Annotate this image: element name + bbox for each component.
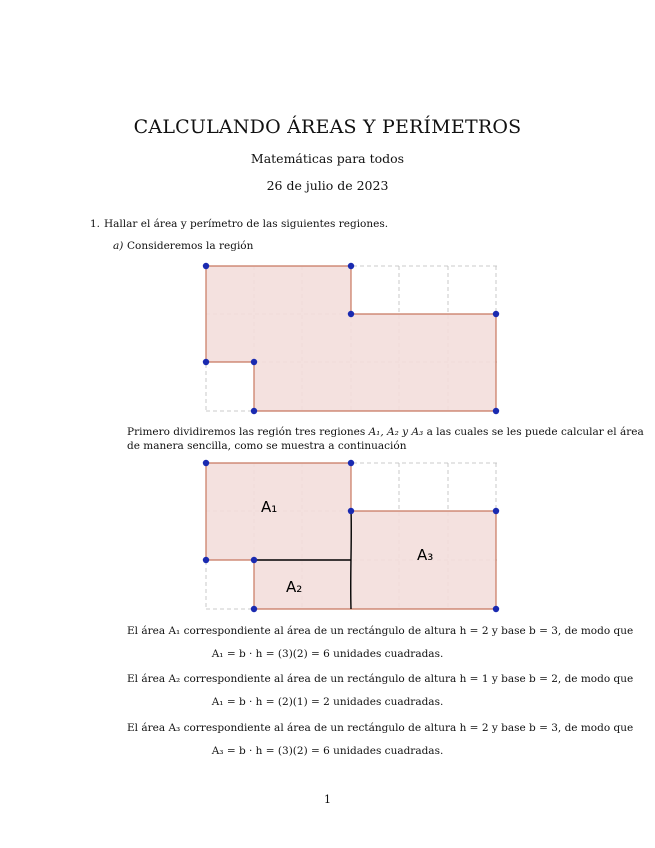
division-line1: Primero dividiremos las región tres regiones A₁, A₂ y A₃ a las cuales se les puede calcular el área: [127, 426, 644, 438]
label-a3: A₃: [417, 546, 434, 564]
page-number: 1: [324, 793, 331, 806]
label-a1: A₁: [261, 498, 278, 516]
label-a2: A₂: [286, 578, 303, 596]
division-line2: de manera sencilla, como se muestra a continuación: [127, 440, 407, 452]
part-a-text: Consideremos la región: [127, 240, 254, 252]
division-line-vertical: [351, 509, 352, 609]
area1-sentence: El área A₁ correspondiente al área de un rectángulo de altura h = 2 y base b = 3, de modo que: [127, 625, 634, 637]
problem-text: Hallar el área y perímetro de las siguientes regiones.: [104, 218, 389, 230]
author: Matemáticas para todos: [250, 151, 405, 166]
area2-formula: A₁ = b · h = (2)(1) = 2 unidades cuadradas.: [211, 696, 444, 708]
page-title: CALCULANDO ÁREAS Y PERÍMETROS: [133, 116, 522, 138]
area3-formula: A₃ = b · h = (3)(2) = 6 unidades cuadradas.: [211, 745, 444, 757]
part-a-label: a): [113, 240, 124, 252]
problem-number: 1.: [90, 218, 101, 230]
area3-sentence: El área A₃ correspondiente al área de un rectángulo de altura h = 2 y base b = 3, de modo que: [127, 722, 634, 734]
area2-sentence: El área A₂ correspondiente al área de un rectángulo de altura h = 1 y base b = 2, de modo que: [127, 673, 634, 685]
date: 26 de julio de 2023: [266, 178, 389, 193]
area1-formula: A₁ = b · h = (3)(2) = 6 unidades cuadradas.: [211, 648, 444, 660]
